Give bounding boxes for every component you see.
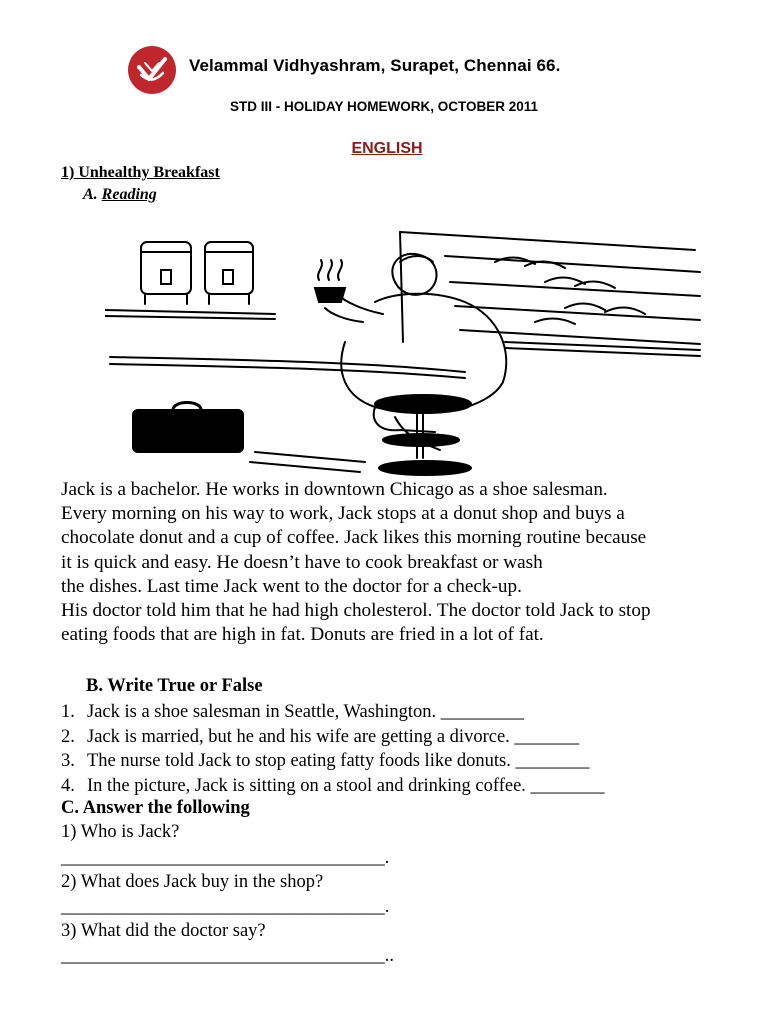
answer-line-1: ___________________________________. — [61, 848, 390, 868]
true-false-item: 1. Jack is a shoe salesman in Seattle, Washington. _________ — [61, 702, 524, 722]
passage-line: it is quick and easy. He doesn’t have to cook breakfast or wash — [61, 551, 543, 573]
passage-line: chocolate donut and a cup of coffee. Jack likes this morning routine because — [61, 527, 647, 549]
true-false-item: 4. In the picture, Jack is sitting on a stool and drinking coffee. ________ — [61, 775, 605, 796]
question-3: 3) What did the doctor say? — [61, 921, 266, 941]
question-2: 2) What does Jack buy in the shop? — [61, 872, 324, 892]
subject-heading: ENGLISH — [351, 140, 423, 157]
answer-line-2: ___________________________________. — [61, 897, 390, 917]
question-1: 1) Who is Jack? — [61, 822, 180, 842]
passage-line: His doctor told him that he had high cholesterol. The doctor told Jack to stop — [61, 600, 651, 622]
school-name: Velammal Vidhyashram, Surapet, Chennai 66. — [189, 56, 561, 75]
passage-line: Jack is a bachelor. He works in downtown Chicago as a shoe salesman. — [61, 479, 608, 500]
passage-line: Every morning on his way to work, Jack stops at a donut shop and buys a — [61, 503, 625, 525]
answer-line-3: ___________________________________.. — [61, 946, 394, 966]
reading-label: A. — [83, 186, 98, 203]
answer-heading: C. Answer the following — [61, 798, 250, 818]
reading-title: Reading — [101, 186, 157, 203]
homework-title: STD III - HOLIDAY HOMEWORK, OCTOBER 2011 — [229, 99, 539, 114]
passage-line: the dishes. Last time Jack went to the doctor for a check-up. — [61, 575, 522, 597]
true-false-heading: B. Write True or False — [86, 676, 263, 696]
section-title: 1) Unhealthy Breakfast — [61, 164, 220, 181]
school-logo — [127, 45, 177, 95]
reading-passage — [61, 478, 741, 647]
true-false-item: 3. The nurse told Jack to stop eating fatty foods like donuts. ________ — [61, 751, 590, 771]
reading-heading — [83, 186, 157, 204]
passage-line: eating foods that are high in fat. Donuts are fried in a lot of fat. — [61, 624, 544, 646]
true-false-list — [61, 700, 605, 798]
breakfast-illustration — [105, 222, 705, 484]
true-false-item: 2. Jack is married, but he and his wife are getting a divorce. _______ — [61, 726, 580, 747]
